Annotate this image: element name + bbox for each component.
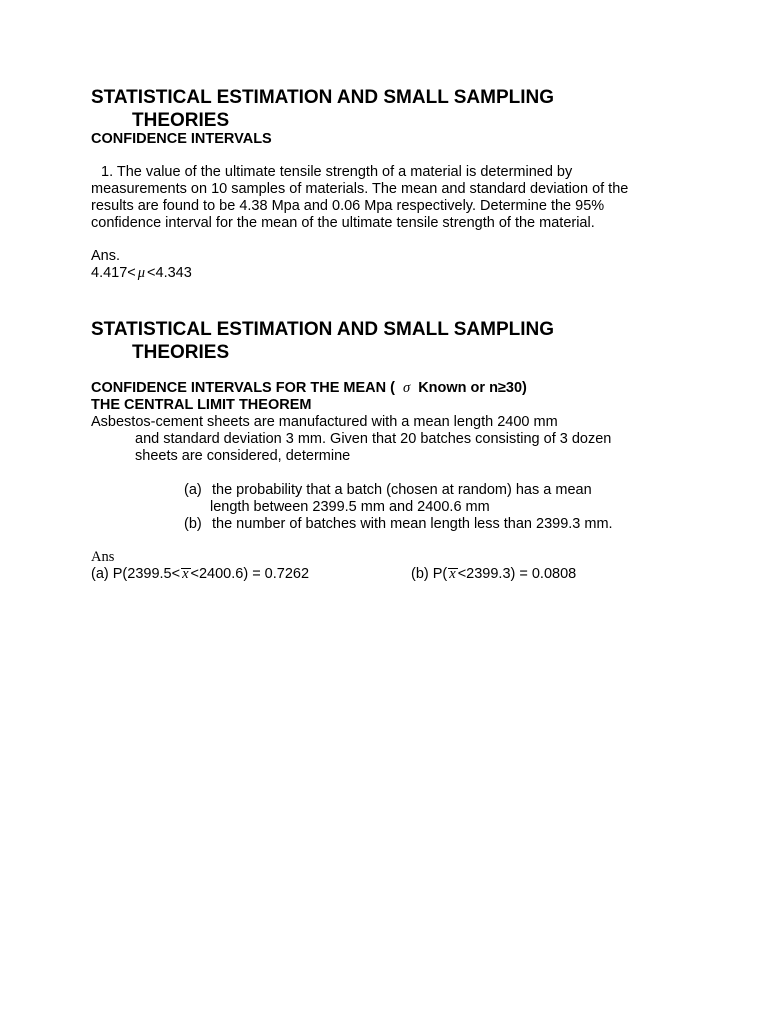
part-b-label: (b)	[184, 516, 202, 532]
answer-b	[411, 566, 576, 583]
problem-line: confidence interval for the mean of the ultimate tensile strength of the material.	[91, 215, 595, 231]
x-bar-symbol: x	[449, 566, 456, 582]
part-b-line: the number of batches with mean length less than 2399.3 mm.	[212, 516, 613, 532]
section1-title-line2: THEORIES	[132, 110, 230, 131]
intro-line: Asbestos-cement sheets are manufactured with a mean length 2400 mm	[91, 414, 558, 430]
answer-a-pre: (a) P(2399.5<	[91, 566, 181, 582]
answer-b-pre: (b) P(	[411, 566, 448, 582]
intro-line: and standard deviation 3 mm. Given that 20 batches consisting of 3 dozen	[135, 431, 612, 447]
answer-b-post: <2399.3) = 0.0808	[457, 566, 577, 582]
intro-line: sheets are considered, determine	[135, 448, 351, 464]
section2-title-line1: STATISTICAL ESTIMATION AND SMALL SAMPLING	[91, 319, 555, 340]
subtitle1-post: Known or n≥30)	[418, 380, 527, 396]
answer-right: <4.343	[147, 265, 192, 281]
problem-line: results are found to be 4.38 Mpa and 0.06 Mpa respectively. Determine the 95%	[91, 198, 605, 214]
problem-line: measurements on 10 samples of materials. The mean and standard deviation of the	[91, 181, 629, 197]
part-a-line: the probability that a batch (chosen at random) has a mean	[212, 482, 592, 498]
answer-a-post: <2400.6) = 0.7262	[190, 566, 310, 582]
answer-left: 4.417<	[91, 265, 136, 281]
sigma-symbol: σ	[403, 380, 411, 396]
problem-number: 1.	[101, 164, 114, 180]
part-a-label: (a)	[184, 482, 202, 498]
section1-subtitle: CONFIDENCE INTERVALS	[91, 131, 272, 147]
problem-first-line	[101, 164, 572, 181]
section1-answer-label: Ans.	[91, 248, 121, 264]
subtitle1-pre: CONFIDENCE INTERVALS FOR THE MEAN (	[91, 380, 395, 396]
part-a-line: length between 2399.5 mm and 2400.6 mm	[210, 499, 490, 515]
section2-answer-label: Ans	[91, 549, 115, 565]
answer-a	[91, 566, 309, 583]
section1-title-line1: STATISTICAL ESTIMATION AND SMALL SAMPLING	[91, 87, 555, 108]
section2-subtitle1	[91, 380, 527, 397]
section1-answer	[91, 265, 192, 282]
section1-title	[91, 86, 554, 109]
problem-line: The value of the ultimate tensile strength of a material is determined by	[116, 164, 573, 180]
section2-title-line2: THEORIES	[132, 342, 230, 363]
mu-symbol: μ	[137, 265, 146, 281]
x-bar-symbol: x	[182, 566, 189, 582]
section2-subtitle2: THE CENTRAL LIMIT THEOREM	[91, 397, 312, 413]
